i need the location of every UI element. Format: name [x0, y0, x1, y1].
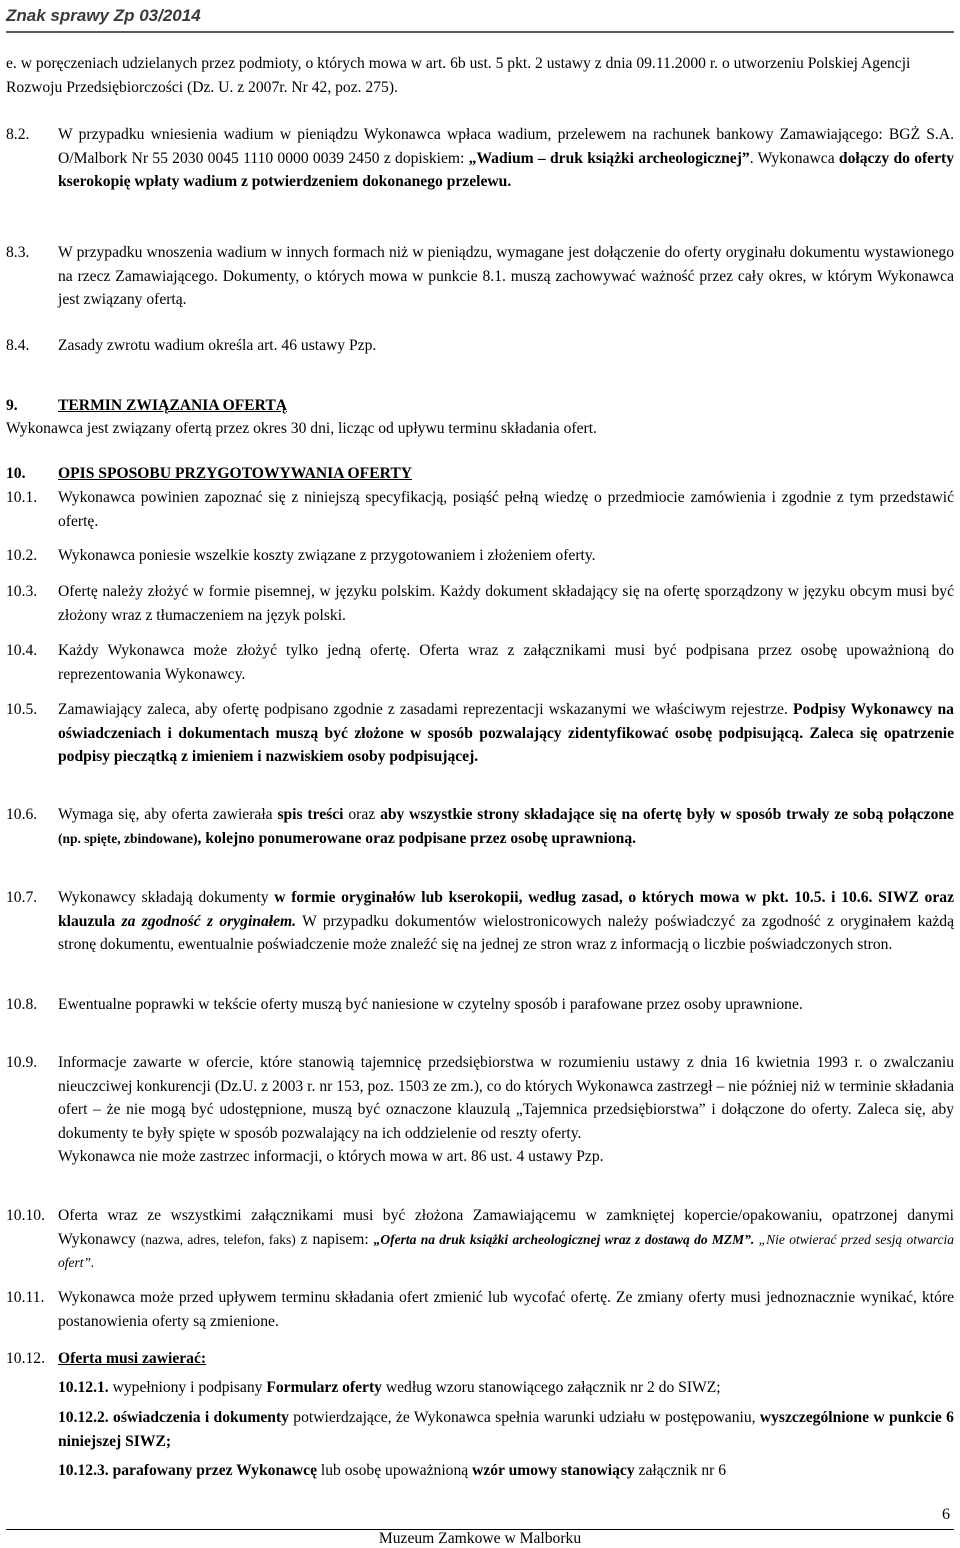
- section-10-11: Wykonawca może przed upływem terminu składania ofert zmienić lub wycofać ofertę. Ze zmiany oferty musi jednoznacznie wynikać, które postanowienia oferty są zmienione.: [58, 1289, 954, 1330]
- section-10-8: Ewentualne poprawki w tekście oferty muszą być naniesione w czytelny sposób i parafowane przez osoby uprawnione.: [58, 996, 803, 1013]
- section-10-6-example: (np. spięte, zbindowane): [58, 830, 198, 846]
- section-10-11-number: 10.11.: [6, 1289, 45, 1306]
- section-10-12-3: [58, 1459, 954, 1483]
- section-10-5-text: Zamawiający zaleca, aby ofertę podpisano zgodnie z zasadami reprezentacji wskazanymi we właściwym rejestrze.: [58, 701, 793, 718]
- section-8-2-text: W przypadku wniesienia wadium w pieniądzu Wykonawca wpłaca wadium, przelewem na rachunek bankowy Zamawiającego: BGŻ S.A. O/Malbork Nr 55 2030 0045 1110 0000 0039 2450 z dopiskiem:: [58, 126, 954, 167]
- section-10-6-text-2: oraz: [343, 806, 381, 823]
- section-10-2-number: 10.2.: [6, 547, 38, 564]
- section-10-2: Wykonawca poniesie wszelkie koszty związane z przygotowaniem i złożeniem oferty.: [58, 547, 596, 564]
- section-10-12-2-text: potwierdzające, że Wykonawca spełnia warunki udziału w postępowaniu,: [288, 1409, 760, 1426]
- section-10-5: [58, 698, 954, 769]
- section-10-6-bold-end: , kolejno ponumerowane oraz podpisane przez osobę uprawnioną.: [197, 829, 637, 847]
- section-8-3: W przypadku wnoszenia wadium w innych formach niż w pieniądzu, wymagane jest dołączenie do oferty oryginału dokumentu wystawionego na rzecz Zamawiającego. Dokumenty, o których mowa w punkcie 8.1. muszą zachowywać ważność przez cały okres, w którym Wykonawca jest związany ofertą.: [58, 244, 954, 308]
- section-9-number: 9.: [6, 397, 18, 414]
- section-10-5-number: 10.5.: [6, 701, 38, 718]
- section-10-3: Ofertę należy złożyć w formie pisemnej, w języku polskim. Każdy dokument składający się na ofertę sporządzony w języku obcym musi być złożony wraz z tłumaczeniem na język polski.: [58, 583, 954, 624]
- section-10-7-number: 10.7.: [6, 889, 38, 906]
- section-10-7-clause: za zgodność z oryginałem.: [121, 912, 297, 930]
- section-10-7: [58, 886, 954, 957]
- section-10-12-1: [58, 1376, 954, 1400]
- section-10-6-number: 10.6.: [6, 806, 38, 823]
- section-10-9-number: 10.9.: [6, 1054, 38, 1071]
- section-8-3-number: 8.3.: [6, 244, 30, 261]
- section-8-4: Zasady zwrotu wadium określa art. 46 ustawy Pzp.: [58, 337, 377, 354]
- case-number: Znak sprawy Zp 03/2014: [6, 6, 201, 25]
- section-10-12-number: 10.12.: [6, 1350, 45, 1367]
- section-10-12-1-bold: Formularz oferty: [266, 1379, 382, 1396]
- section-10-6-text: Wymaga się, aby oferta zawierała: [58, 806, 278, 823]
- section-10-6-bold-toc: spis treści: [277, 806, 344, 823]
- section-10-6: [58, 803, 954, 850]
- section-10-12-3-number: 10.12.3.: [58, 1462, 109, 1479]
- section-10-12-2: [58, 1406, 954, 1453]
- section-10-9: [58, 1051, 954, 1169]
- section-8-2-bold-note: „Wadium – druk książki archeologicznej”: [468, 149, 750, 167]
- section-10-12-2-bold-2: wyszczególnione w punkcie 6 niniejszej SIWZ;: [58, 1409, 954, 1450]
- section-10-9-text-2: Wykonawca nie może zastrzec informacji, o których mowa w art. 86 ust. 4 ustawy Pzp.: [58, 1148, 604, 1165]
- section-10-12-1-text-2: według wzoru stanowiącego załącznik nr 2 do SIWZ;: [381, 1379, 721, 1396]
- section-10-12-title: Oferta musi zawierać:: [58, 1350, 207, 1367]
- section-10-12-3-text: lub osobę upoważnioną: [317, 1462, 473, 1479]
- section-9-body: Wykonawca jest związany ofertą przez okres 30 dni, licząc od upływu terminu składania ofert.: [6, 420, 597, 437]
- section-9-title: TERMIN ZWIĄZANIA OFERTĄ: [58, 397, 288, 414]
- section-10-10-number: 10.10.: [6, 1207, 45, 1224]
- section-10-5-bold: Podpisy Wykonawcy na oświadczeniach i dokumentach muszą być złożone w sposób pozwalający zidentyfikować osobę podpisującą. Zaleca się opatrzenie podpisy pieczątką z imieniem i nazwiskiem osoby podpisującej.: [58, 701, 954, 765]
- section-8-2-number: 8.2.: [6, 126, 30, 143]
- section-10-10-warning: „Nie otwierać przed sesją otwarcia ofert”.: [58, 1231, 954, 1270]
- footer-institution: Muzeum Zamkowe w Malborku: [378, 1530, 582, 1547]
- header-divider: [6, 31, 954, 33]
- section-10-7-bold: w formie oryginałów lub kserokopii, według zasad, o których mowa w pkt. 10.5. i 10.6. SIWZ oraz klauzula: [58, 889, 954, 930]
- page-number: 6: [942, 1506, 950, 1523]
- section-10-number: 10.: [6, 465, 26, 482]
- section-10-1-number: 10.1.: [6, 489, 38, 506]
- section-10-12-2-number: 10.12.2.: [58, 1409, 109, 1426]
- section-10-8-number: 10.8.: [6, 996, 38, 1013]
- section-10-1: Wykonawca powinien zapoznać się z niniejszą specyfikacją, posiąść pełną wiedzę o przedmiocie zamówienia i zgodnie z tym przedstawić ofertę.: [58, 489, 954, 530]
- section-10-10: [58, 1204, 954, 1275]
- section-10-10-details: (nazwa, adres, telefon, faks): [140, 1231, 296, 1247]
- section-10-12-1-number: 10.12.1.: [58, 1379, 109, 1396]
- section-10-6-bold-pages: aby wszystkie strony składające się na ofertę były w sposób trwały ze sobą połączone: [380, 806, 954, 823]
- section-8-2: [58, 123, 954, 194]
- item-e: e. w poręczeniach udzielanych przez podmioty, o których mowa w art. 6b ust. 5 pkt. 2 ustawy z dnia 09.11.2000 r. o utworzeniu Polskiej Agencji Rozwoju Przedsiębiorczości (Dz. U. z 2007r. Nr 42, poz. 275).: [6, 55, 911, 96]
- section-10-12-3-text-2: załącznik nr 6: [634, 1462, 727, 1479]
- section-10-7-text-2: W przypadku dokumentów wielostronicowych należy poświadczyć za zgodność z oryginałem każdą stronę dokumentu, ewentualnie poświadczenie może znaleźć się na jednej ze stron wraz z informacją o liczbie poświadczonych stron.: [58, 912, 954, 953]
- section-10-12-3-bold: parafowany przez Wykonawcę: [108, 1462, 318, 1479]
- section-10-12-2-bold: oświadczenia i dokumenty: [108, 1409, 289, 1426]
- section-10-10-text: Oferta wraz ze wszystkimi załącznikami musi być złożona Zamawiającemu w zamkniętej kopercie/opakowaniu, opatrzonej danymi Wykonawcy: [58, 1207, 954, 1248]
- section-10-4: Każdy Wykonawca może złożyć tylko jedną ofertę. Oferta wraz z załącznikami musi być podpisana przez osobę upoważnioną do reprezentowania Wykonawcy.: [58, 642, 954, 683]
- section-10-4-number: 10.4.: [6, 642, 38, 659]
- section-8-4-number: 8.4.: [6, 337, 30, 354]
- section-10-12-3-bold-2: wzór umowy stanowiący: [472, 1462, 635, 1479]
- section-10-9-text: Informacje zawarte w ofercie, które stanowią tajemnicę przedsiębiorstwa w rozumieniu ustawy z dnia 16 kwietnia 1993 r. o zwalczaniu nieuczciwej konkurencji (Dz.U. z 2003 r. nr 153, poz. 1503 ze zm.), co do których Wykonawca zastrzegł – nie później niż w terminie składania ofert – że nie mogą być udostępnione, muszą być oznaczone klauzulą „Tajemnica przedsiębiorstwa” i dołączone do oferty. Zaleca się, aby dokumenty te były spięte w sposób pozwalający na ich oddzielenie od reszty oferty.: [58, 1054, 954, 1142]
- section-8-2-bold: dołączy do oferty kserokopię wpłaty wadium z potwierdzeniem dokonanego przelewu.: [58, 149, 955, 190]
- section-10-title: OPIS SPOSOBU PRZYGOTOWYWANIA OFERTY: [58, 465, 412, 482]
- page-header: [0, 0, 960, 34]
- section-10-3-number: 10.3.: [6, 583, 38, 600]
- section-10-10-label: „Oferta na druk książki archeologicznej wraz z dostawą do MZM”.: [373, 1231, 755, 1247]
- section-10-12-1-text: wypełniony i podpisany: [108, 1379, 267, 1396]
- section-10-7-text: Wykonawcy składają dokumenty: [58, 889, 275, 906]
- section-8-2-text-2: . Wykonawca: [749, 149, 839, 167]
- section-10-10-text-2: z napisem:: [295, 1230, 374, 1248]
